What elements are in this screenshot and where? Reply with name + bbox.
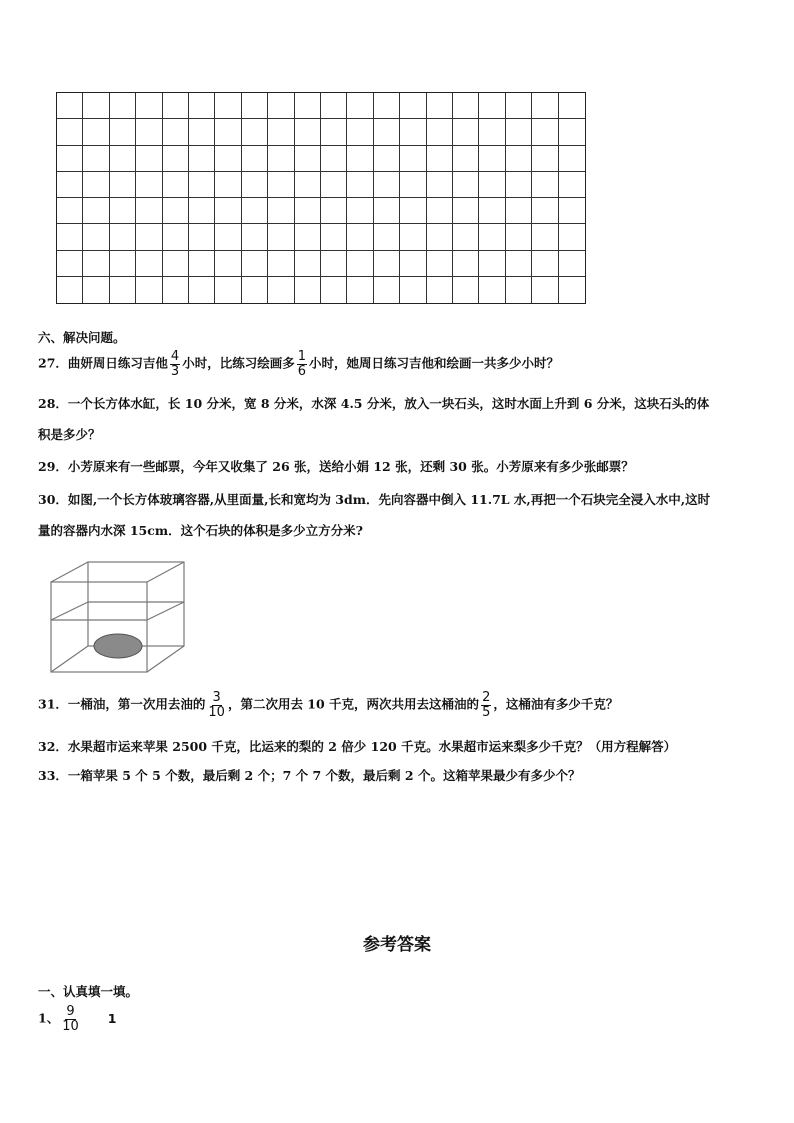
fraction: $\frac{1}{6}$ (297, 349, 306, 379)
grid-cell (136, 146, 162, 172)
grid-cell (453, 146, 479, 172)
grid-cell (374, 198, 400, 224)
grid-cell (268, 224, 294, 250)
question-32: 32．水果超市运来苹果 2500 千克，比运来的梨的 2 倍少 120 千克。水果超市运来梨多少千克？（用方程解答） (38, 739, 677, 754)
grid-cell (347, 146, 373, 172)
grid-cell (136, 224, 162, 250)
grid-cell (400, 251, 426, 277)
grid-cell (347, 198, 373, 224)
grid-cell (347, 251, 373, 277)
grid-cell (506, 198, 532, 224)
grid-cell (321, 224, 347, 250)
grid-cell (295, 93, 321, 119)
grid-cell (295, 198, 321, 224)
container-back-face (88, 562, 184, 646)
question-27: 27．曲妍周日练习吉他 $\frac{4}{3}$ 小时，比练习绘画多 $\frac{1}{6}$ 小时，她周日练习吉他和绘画一共多少小时？ (38, 349, 559, 379)
grid-cell (506, 146, 532, 172)
grid-cell (189, 251, 215, 277)
grid-cell (110, 198, 136, 224)
grid-cell (268, 93, 294, 119)
grid-cell (57, 172, 83, 198)
grid-cell (321, 146, 347, 172)
grid-cell (400, 172, 426, 198)
question-31: 31．一桶油，第一次用去油的 $\frac{3}{10}$ ，第二次用去 10 千克，两次共用去这桶油的 $\frac{2}{5}$ ，这桶油有多少千克？ (38, 690, 619, 720)
grid-cell (400, 224, 426, 250)
grid-cell (189, 224, 215, 250)
fraction: $\frac{2}{5}$ (482, 690, 491, 720)
grid-cell (136, 172, 162, 198)
grid-cell (506, 119, 532, 145)
grid-cell (559, 93, 585, 119)
grid-cell (347, 277, 373, 303)
grid-cell (400, 93, 426, 119)
grid-cell (559, 146, 585, 172)
grid-cell (242, 93, 268, 119)
grid-cell (215, 172, 241, 198)
grid-cell (295, 224, 321, 250)
grid-cell (83, 224, 109, 250)
grid-cell (453, 224, 479, 250)
grid-cell (321, 251, 347, 277)
grid-cell (400, 277, 426, 303)
grid-cell (163, 93, 189, 119)
grid-cell (110, 172, 136, 198)
grid-cell (506, 277, 532, 303)
grid-cell (57, 224, 83, 250)
grid-cell (57, 93, 83, 119)
grid-cell (242, 172, 268, 198)
question-28-line-1: 28．一个长方体水缸，长 10 分米，宽 8 分米，水深 4.5 分米，放入一块石头，这时水面上升到 6 分米，这块石头的体 (38, 396, 710, 411)
grid-cell (57, 146, 83, 172)
grid-cell (321, 119, 347, 145)
grid-cell (189, 277, 215, 303)
question-33: 33．一箱苹果 5 个 5 个数，最后剩 2 个；7 个 7 个数，最后剩 2 个。这箱苹果最少有多少个？ (38, 768, 581, 783)
question-28-line-2: 积是多少？ (38, 427, 101, 442)
grid-cell (110, 146, 136, 172)
grid-cell (189, 146, 215, 172)
grid-cell (532, 277, 558, 303)
grid-cell (532, 251, 558, 277)
grid-cell (215, 251, 241, 277)
grid-cell (57, 251, 83, 277)
grid-cell (110, 93, 136, 119)
grid-cell (532, 224, 558, 250)
grid-cell (532, 146, 558, 172)
grid-cell (347, 224, 373, 250)
grid-cell (110, 277, 136, 303)
grid-cell (374, 224, 400, 250)
grid-cell (559, 198, 585, 224)
grid-cell (374, 251, 400, 277)
grid-cell (136, 251, 162, 277)
grid-cell (83, 277, 109, 303)
grid-cell (427, 224, 453, 250)
grid-cell (215, 119, 241, 145)
grid-cell (163, 198, 189, 224)
fraction: $\frac{4}{3}$ (170, 349, 180, 379)
grid-cell (479, 119, 505, 145)
grid-cell (374, 119, 400, 145)
fraction: $\frac{9}{10}$ (62, 1004, 79, 1034)
grid-cell (479, 93, 505, 119)
grid-cell (163, 277, 189, 303)
answer-section-title: 一、认真填一填。 (38, 984, 139, 999)
grid-cell (374, 93, 400, 119)
grid-cell (427, 198, 453, 224)
grid-cell (479, 224, 505, 250)
grid-cell (427, 172, 453, 198)
grid-cell (189, 172, 215, 198)
grid-cell (215, 93, 241, 119)
grid-cell (321, 198, 347, 224)
grid-cell (110, 119, 136, 145)
grid-cell (57, 119, 83, 145)
grid-cell (110, 224, 136, 250)
question-29: 29．小芳原来有一些邮票，今年又收集了 26 张，送给小娟 12 张，还剩 30 张。小芳原来有多少张邮票？ (38, 459, 634, 474)
grid-cell (559, 119, 585, 145)
grid-cell (374, 146, 400, 172)
grid-cell (321, 172, 347, 198)
grid-cell (374, 277, 400, 303)
grid-cell (136, 277, 162, 303)
grid-cell (83, 119, 109, 145)
grid-cell (242, 251, 268, 277)
grid-cell (559, 251, 585, 277)
grid-cell (347, 93, 373, 119)
grid-cell (453, 251, 479, 277)
grid-cell (479, 198, 505, 224)
grid-cell (268, 172, 294, 198)
fraction: $\frac{3}{10}$ (208, 690, 225, 720)
grid-cell (189, 93, 215, 119)
grid-cell (136, 119, 162, 145)
grid-cell (295, 146, 321, 172)
grid-cell (532, 172, 558, 198)
grid-cell (559, 172, 585, 198)
grid-cell (427, 251, 453, 277)
grid-cell (321, 277, 347, 303)
grid-cell (163, 172, 189, 198)
grid-cell (242, 119, 268, 145)
grid-cell (453, 93, 479, 119)
grid-cell (163, 224, 189, 250)
grid-cell (374, 172, 400, 198)
grid-cell (427, 146, 453, 172)
answer-heading: 参考答案 (363, 935, 431, 955)
grid-cell (479, 146, 505, 172)
grid-cell (83, 198, 109, 224)
grid-cell (453, 277, 479, 303)
grid-cell (506, 93, 532, 119)
grid-cell (83, 251, 109, 277)
grid-cell (506, 251, 532, 277)
grid-cell (83, 93, 109, 119)
grid-cell (215, 277, 241, 303)
grid-cell (242, 198, 268, 224)
grid-cell (479, 251, 505, 277)
grid-cell (321, 93, 347, 119)
grid-cell (110, 251, 136, 277)
grid-cell (506, 224, 532, 250)
grid-cell (347, 172, 373, 198)
grid-cell (57, 277, 83, 303)
question-30-line-1: 30．如图,一个长方体玻璃容器,从里面量,长和宽均为 3dm．先向容器中倒入 11.7L 水,再把一个石块完全浸入水中,这时 (38, 492, 711, 507)
glass-container-figure (48, 560, 188, 675)
container-front-face (51, 582, 147, 672)
grid-cell (268, 119, 294, 145)
answer-1-extra: 1 (107, 1010, 117, 1026)
grid-cell (400, 146, 426, 172)
grid-cell (295, 172, 321, 198)
grid-cell (268, 198, 294, 224)
answer-1: 1、 $\frac{9}{10}$ 1 (38, 1004, 117, 1034)
grid-cell (532, 93, 558, 119)
grid-cell (295, 251, 321, 277)
grid-cell (479, 172, 505, 198)
grid-cell (453, 119, 479, 145)
grid-cell (163, 146, 189, 172)
grid-cell (268, 146, 294, 172)
water-line-side (51, 602, 88, 620)
grid-cell (57, 198, 83, 224)
grid-cell (295, 119, 321, 145)
grid-cell (242, 277, 268, 303)
grid-cell (427, 277, 453, 303)
grid-cell (268, 251, 294, 277)
grid-cell (83, 146, 109, 172)
grid-cell (242, 146, 268, 172)
grid-cell (215, 224, 241, 250)
grid-cell (189, 198, 215, 224)
grid-cell (163, 119, 189, 145)
stone-shape (94, 634, 142, 658)
question-30-line-2: 量的容器内水深 15cm．这个石块的体积是多少立方分米? (38, 523, 363, 538)
grid-cell (163, 251, 189, 277)
grid-cell (532, 198, 558, 224)
grid-cell (453, 172, 479, 198)
section-title: 六、解决问题。 (38, 330, 126, 345)
grid-cell (559, 224, 585, 250)
grid-cell (295, 277, 321, 303)
grid-cell (479, 277, 505, 303)
grid-cell (242, 224, 268, 250)
grid-cell (215, 146, 241, 172)
writing-grid (56, 92, 586, 304)
grid-cell (136, 198, 162, 224)
grid-cell (83, 172, 109, 198)
grid-cell (506, 172, 532, 198)
grid-cell (136, 93, 162, 119)
grid-cell (268, 277, 294, 303)
grid-cell (347, 119, 373, 145)
grid-cell (400, 198, 426, 224)
grid-cell (427, 119, 453, 145)
grid-cell (453, 198, 479, 224)
grid-cell (400, 119, 426, 145)
grid-cell (215, 198, 241, 224)
grid-cell (532, 119, 558, 145)
grid-cell (559, 277, 585, 303)
grid-cell (189, 119, 215, 145)
grid-cell (427, 93, 453, 119)
